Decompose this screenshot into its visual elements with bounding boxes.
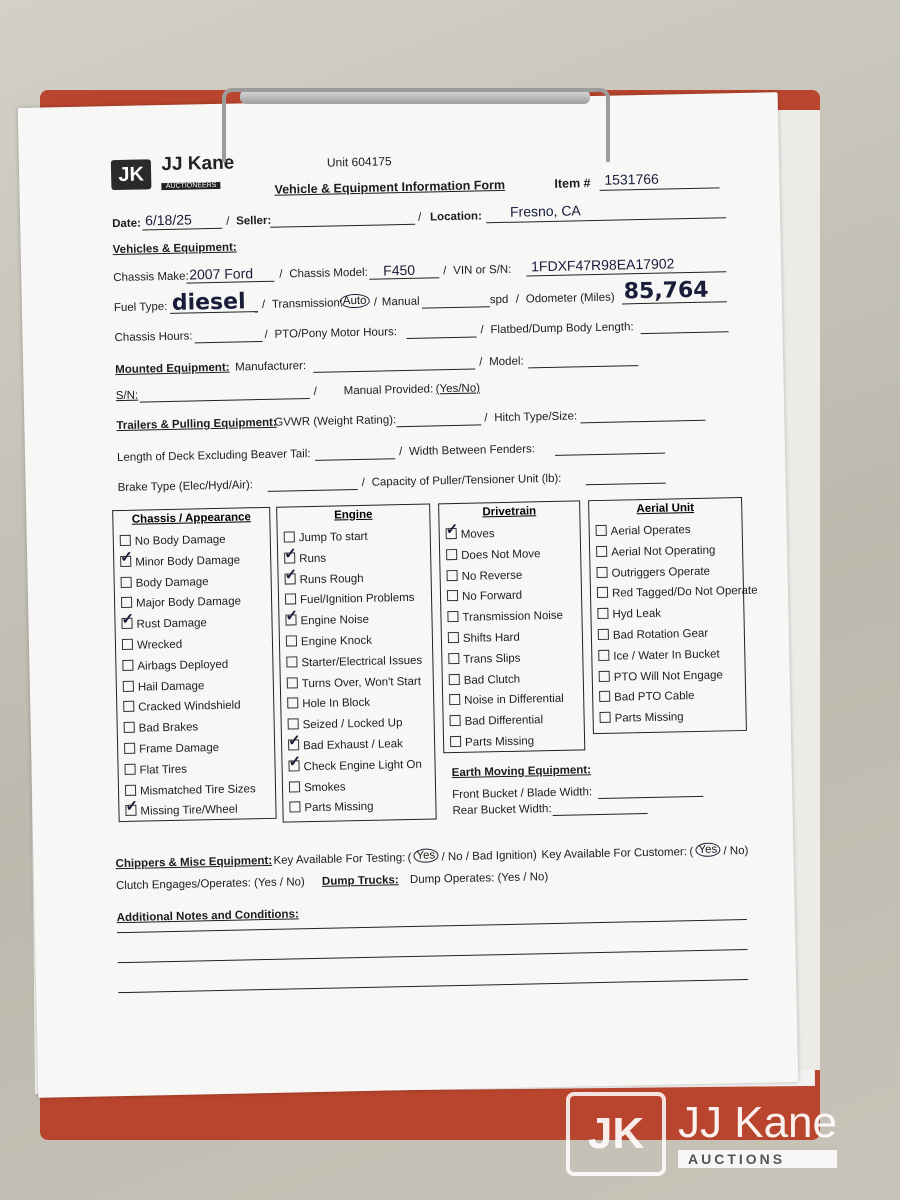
aerial-item-8[interactable] [599, 689, 695, 704]
jk-logo-icon: JK [111, 159, 152, 190]
chassis-item-label: Missing Tire/Wheel [140, 804, 238, 819]
key-customer-label: Key Available For Customer: [541, 846, 688, 862]
chassis-item-12[interactable] [125, 782, 256, 798]
checkbox-icon[interactable] [121, 618, 132, 629]
sn-label: S/N: [115, 389, 139, 403]
engine-item-label: Runs [299, 552, 327, 566]
checkbox-icon[interactable] [124, 722, 135, 733]
engine-item-6[interactable] [286, 654, 422, 670]
aerial-item-label: PTO Will Not Engage [613, 669, 723, 684]
engine-item-label: Hole In Block [302, 697, 371, 711]
engine-item-label: Turns Over, Won't Start [301, 675, 422, 690]
engine-item-label: Seized / Locked Up [302, 717, 403, 732]
location-value: Fresno, CA [509, 202, 581, 220]
engine-item-label: Smokes [303, 780, 346, 794]
checkbox-icon[interactable] [285, 573, 296, 584]
drivetrain-item-label: Moves [460, 528, 495, 541]
puller-capacity-label: Capacity of Puller/Tensioner Unit (lb): [371, 472, 562, 489]
engine-item-label: Starter/Electrical Issues [301, 654, 423, 670]
drivetrain-item-3[interactable] [447, 589, 522, 604]
aerial-box-title: Aerial Unit [636, 501, 695, 516]
checkbox-icon[interactable] [124, 764, 135, 775]
chassis-item-label: Body Damage [135, 575, 209, 590]
checkbox-icon[interactable] [122, 639, 133, 650]
chassis-item-0[interactable] [120, 533, 226, 548]
trailers-heading: Trailers & Pulling Equipment: [116, 416, 277, 433]
engine-item-8[interactable] [287, 696, 370, 711]
checkbox-icon[interactable] [450, 715, 461, 726]
manual-provided-label: Manual Provided: [343, 383, 434, 398]
checkbox-icon[interactable] [288, 719, 299, 730]
notes-heading: Additional Notes and Conditions: [116, 908, 299, 925]
drivetrain-item-1[interactable] [446, 547, 541, 562]
fuel-type-label: Fuel Type: [113, 300, 168, 315]
chassis-item-label: Airbags Deployed [137, 658, 229, 673]
date-value: 6/18/25 [144, 211, 192, 229]
engine-item-label: Engine Noise [300, 614, 370, 628]
seller-label: Seller: [236, 214, 272, 228]
gvwr-label: GVWR (Weight Rating): [274, 414, 397, 429]
manufacturer-label: Manufacturer: [235, 360, 307, 374]
aerial-item-label: Ice / Water In Bucket [613, 648, 720, 663]
logo-tagline: AUCTIONEERS [162, 182, 221, 190]
checkbox-icon[interactable] [287, 677, 298, 688]
fuel-type-value: diesel [171, 289, 246, 316]
checkbox-icon[interactable] [450, 736, 461, 747]
vin-label: VIN or S/N: [453, 263, 512, 277]
transmission-label: Transmission: [271, 297, 344, 311]
aerial-item-label: Outriggers Operate [611, 565, 711, 580]
engine-item-label: Jump To start [298, 530, 368, 545]
aerial-item-label: Bad PTO Cable [614, 690, 695, 705]
date-label: Date: [112, 217, 142, 231]
watermark-sub: AUCTIONS [678, 1150, 837, 1168]
chassis-appearance-box [112, 507, 276, 822]
watermark-logo-icon: JK [566, 1092, 666, 1176]
engine-item-3[interactable] [285, 591, 415, 607]
item-label: Item # [554, 176, 591, 191]
front-bucket-label: Front Bucket / Blade Width: [452, 786, 593, 802]
clipboard-clip [222, 88, 610, 162]
checkbox-icon[interactable] [599, 691, 610, 702]
key-testing-rest: / No / Bad Ignition) [441, 849, 537, 864]
manual-label: Manual [381, 295, 420, 309]
dump-trucks-heading: Dump Trucks: [321, 874, 399, 888]
checkbox-icon[interactable] [598, 629, 609, 640]
aerial-item-4[interactable] [597, 607, 661, 621]
transmission-auto-circled: Auto [340, 294, 370, 309]
chassis-item-8[interactable] [123, 699, 241, 714]
checkbox-icon[interactable] [288, 760, 299, 771]
checkbox-icon[interactable] [599, 712, 610, 723]
aerial-item-label: Parts Missing [614, 711, 684, 725]
pto-hours-label: PTO/Pony Motor Hours: [274, 326, 398, 341]
checkbox-icon[interactable] [287, 698, 298, 709]
unit-number: Unit 604175 [326, 154, 392, 170]
checkbox-icon[interactable] [448, 632, 459, 643]
chassis-model-value: F450 [383, 261, 416, 279]
checkbox-icon[interactable] [448, 653, 459, 664]
chassis-item-13[interactable] [125, 803, 237, 818]
drivetrain-item-7[interactable] [449, 672, 521, 686]
checkbox-icon[interactable] [446, 549, 457, 560]
aerial-item-9[interactable] [599, 710, 683, 725]
fender-width-label: Width Between Fenders: [408, 443, 536, 458]
chassis-item-label: Mismatched Tire Sizes [139, 782, 256, 798]
checkbox-icon[interactable] [289, 781, 300, 792]
earth-moving-heading: Earth Moving Equipment: [451, 764, 592, 780]
chassis-item-label: Cracked Windshield [138, 699, 241, 715]
drivetrain-item-4[interactable] [447, 609, 563, 624]
checkbox-icon[interactable] [597, 608, 608, 619]
checkbox-icon[interactable] [284, 531, 295, 542]
flatbed-length-label: Flatbed/Dump Body Length: [490, 321, 634, 337]
drivetrain-item-8[interactable] [449, 692, 564, 707]
engine-box-title: Engine [334, 508, 373, 522]
manual-provided-options: (Yes/No) [435, 382, 481, 396]
engine-item-label: Check Engine Light On [303, 758, 422, 774]
checkbox-icon[interactable] [123, 680, 134, 691]
engine-item-0[interactable] [284, 530, 368, 545]
engine-item-7[interactable] [287, 674, 421, 690]
aerial-item-2[interactable] [596, 564, 710, 579]
chassis-item-label: Frame Damage [139, 741, 220, 756]
drivetrain-item-6[interactable] [448, 651, 520, 666]
aerial-item-label: Hyd Leak [612, 607, 662, 621]
jj-kane-logo [111, 154, 235, 195]
chassis-item-2[interactable] [121, 575, 209, 590]
chassis-item-1[interactable] [120, 553, 240, 569]
chippers-heading: Chippers & Misc Equipment: [115, 854, 273, 871]
aerial-item-1[interactable] [596, 543, 715, 558]
rear-bucket-label: Rear Bucket Width: [452, 803, 552, 818]
information-form-sheet: JK JJ Kane AUCTIONEERS Unit 604175 Vehicle & Equipment Information Form Item # 1531766 Date: 6/18/25 / Seller: / Location: Fresno, CA Vehicles & Equipment: Chassis Make: 2007 Ford / Chassis Model: F450 / VIN or S/N: 1FDXF47R98EA17902 Fuel Type: diesel / Transmission: Auto / Manual spd / Odometer (Miles) 85,764 Chassis Hours: / PTO/Pony Motor Hours: / Flatbed/Dump Body Length: Mounted Equipment: Manufacturer: / Model: S/N: / Manual Provided: (Yes/No) Trailers & Pulling Equipment: GVWR (Weight Rating): / Hitch Type/Size: Length of Deck Excluding Beaver Tail: / Width Between Fenders: Brake Type (Elec/Hyd/Air): / Capacity of Puller/Tensioner Unit (lb): Chassis / Appearance No Body Damage ✓Minor Body Damage Body Damage Major Body Damage ✓Rust Damage Wrecked Airbags Deployed Hail Damage Cracked Windshield Bad Brakes Frame Damage Flat Tires Mismatched Tire Sizes ✓Missing Tire/Wheel Engine Jump To start ✓Runs ✓Runs Rough Fuel/Ignition Problems ✓Engine Noise Engine Knock Starter/Electrical Issues Turns Over, Won't Start Hole In Block Seized / Locked Up ✓Bad Exhaust / Leak ✓Check Engine Light On Smokes Parts Missing Drivetrain ✓Moves Does Not Move No Reverse No Forward Transmission Noise Shifts Hard Trans Slips Bad Clutch Noise in Differential Bad Differential Parts Missing Aerial Unit Aerial Operates Aerial Not Operating Outriggers Operate Red Tagged/Do Not Operate Hyd Leak Bad Rotation Gear Ice / Water In Bucket PTO Will Not Engage Bad PTO Cable Parts Missing Earth Moving Equipment: Front Bucket / Blade Width: Rear Bucket Width: Chippers & Misc Equipment: Key Available For Testing: ( Yes / No / Bad Ignition) Key Available For Customer: ( Yes / No) Clutch Engages/Operates: (Yes / No) Dump Trucks: Dump Operates: (Yes / No) Additional Notes and Conditions: [18, 92, 799, 1098]
engine-item-9[interactable] [288, 716, 403, 731]
checkbox-icon[interactable] [125, 784, 136, 795]
checkbox-icon[interactable] [122, 660, 133, 671]
key-testing-yes-circled: Yes [413, 848, 438, 863]
drivetrain-item-label: No Forward [461, 590, 523, 604]
chassis-item-10[interactable] [124, 741, 219, 756]
engine-item-13[interactable] [289, 800, 373, 815]
checkbox-icon[interactable] [597, 587, 608, 598]
aerial-item-label: Aerial Operates [610, 524, 691, 538]
checkbox-icon[interactable] [125, 805, 136, 816]
checkbox-icon[interactable] [596, 566, 607, 577]
key-testing-label: Key Available For Testing: [273, 852, 406, 867]
deck-length-label: Length of Deck Excluding Beaver Tail: [116, 448, 311, 465]
hitch-label: Hitch Type/Size: [494, 410, 578, 425]
engine-box [276, 504, 437, 823]
engine-item-10[interactable] [288, 737, 403, 752]
form-title: Vehicle & Equipment Information Form [274, 177, 506, 197]
vehicles-heading: Vehicles & Equipment: [112, 241, 237, 257]
watermark-name: JJ Kane [678, 1098, 837, 1147]
chassis-item-label: Wrecked [136, 638, 183, 652]
engine-item-label: Fuel/Ignition Problems [299, 592, 415, 607]
chassis-item-label: Minor Body Damage [135, 554, 241, 569]
mounted-heading: Mounted Equipment: [115, 361, 230, 377]
checkbox-icon[interactable] [596, 546, 607, 557]
engine-item-label: Parts Missing [304, 801, 374, 815]
chassis-item-label: No Body Damage [134, 533, 226, 548]
checkbox-icon[interactable] [446, 528, 457, 539]
checkbox-icon[interactable] [121, 576, 132, 587]
engine-item-1[interactable] [284, 552, 326, 566]
drivetrain-item-5[interactable] [448, 631, 520, 646]
chassis-item-5[interactable] [122, 638, 182, 652]
drivetrain-item-label: Trans Slips [463, 652, 521, 666]
drivetrain-item-label: Parts Missing [464, 735, 535, 749]
checkbox-icon[interactable] [446, 570, 457, 581]
vin-value: 1FDXF47R98EA17902 [530, 255, 675, 275]
chassis-model-label: Chassis Model: [289, 266, 368, 281]
chassis-item-label: Rust Damage [136, 617, 207, 631]
brake-type-label: Brake Type (Elec/Hyd/Air): [117, 479, 254, 495]
checkbox-icon[interactable] [288, 739, 299, 750]
jj-kane-watermark [566, 1092, 837, 1176]
drivetrain-item-label: Transmission Noise [462, 609, 564, 625]
chassis-item-7[interactable] [123, 679, 205, 694]
aerial-item-0[interactable] [596, 523, 691, 538]
engine-item-11[interactable] [288, 758, 422, 774]
checkbox-icon[interactable] [285, 615, 296, 626]
aerial-item-label: Red Tagged/Do Not Operate [611, 585, 758, 601]
checkbox-icon[interactable] [449, 674, 460, 685]
checkbox-icon[interactable] [120, 535, 131, 546]
checkbox-icon[interactable] [447, 611, 458, 622]
drivetrain-box-title: Drivetrain [482, 505, 537, 519]
chassis-item-3[interactable] [121, 595, 241, 611]
engine-item-5[interactable] [286, 634, 372, 649]
spd-label: spd [489, 293, 509, 307]
logo-name: JJ Kane [161, 152, 235, 176]
checkbox-icon[interactable] [121, 597, 132, 608]
location-label: Location: [429, 210, 482, 224]
drivetrain-item-9[interactable] [450, 713, 544, 728]
aerial-unit-box [588, 497, 758, 734]
chassis-hours-label: Chassis Hours: [114, 330, 193, 345]
odometer-label: Odometer (Miles) [525, 291, 615, 306]
checkbox-icon[interactable] [286, 635, 297, 646]
checkbox-icon[interactable] [289, 802, 300, 813]
key-customer-yes-circled: Yes [695, 843, 720, 858]
drivetrain-item-label: Does Not Move [461, 548, 541, 562]
chassis-box-title: Chassis / Appearance [131, 511, 252, 526]
engine-item-label: Engine Knock [300, 634, 373, 649]
clutch-label: Clutch Engages/Operates: (Yes / No) [115, 876, 305, 893]
chassis-make-value: 2007 Ford [189, 265, 254, 283]
checkbox-icon[interactable] [124, 743, 135, 754]
model-label: Model: [489, 355, 524, 369]
checkbox-icon[interactable] [120, 556, 131, 567]
chassis-item-11[interactable] [124, 762, 187, 776]
chassis-item-label: Hail Damage [137, 679, 205, 694]
drivetrain-item-label: Bad Clutch [463, 673, 521, 687]
checkbox-icon[interactable] [598, 650, 609, 661]
checkbox-icon[interactable] [599, 670, 610, 681]
drivetrain-item-label: Shifts Hard [462, 631, 520, 645]
engine-item-label: Runs Rough [299, 572, 364, 586]
checkbox-icon[interactable] [286, 656, 297, 667]
chassis-item-label: Major Body Damage [136, 595, 242, 611]
aerial-item-3[interactable] [597, 584, 758, 600]
item-number: 1531766 [604, 170, 660, 188]
engine-item-label: Bad Exhaust / Leak [303, 738, 403, 753]
aerial-item-6[interactable] [598, 647, 720, 663]
key-customer-rest: / No) [723, 844, 749, 858]
checkbox-icon[interactable] [284, 552, 295, 563]
chassis-item-9[interactable] [124, 721, 199, 736]
checkbox-icon[interactable] [449, 694, 460, 705]
checkbox-icon[interactable] [447, 590, 458, 601]
checkbox-icon[interactable] [596, 525, 607, 536]
engine-item-4[interactable] [285, 613, 369, 628]
drivetrain-item-label: No Reverse [461, 569, 523, 583]
drivetrain-item-2[interactable] [446, 568, 522, 583]
odometer-value: 85,764 [623, 277, 709, 305]
chassis-item-6[interactable] [122, 658, 228, 673]
chassis-make-label: Chassis Make: [113, 270, 189, 285]
dump-operates-label: Dump Operates: (Yes / No) [409, 871, 549, 887]
drivetrain-item-label: Noise in Differential [464, 693, 564, 708]
drivetrain-item-10[interactable] [450, 734, 534, 749]
drivetrain-item-label: Bad Differential [464, 714, 544, 729]
checkbox-icon[interactable] [285, 594, 296, 605]
aerial-item-7[interactable] [599, 668, 723, 684]
engine-item-12[interactable] [289, 780, 346, 794]
aerial-item-label: Bad Rotation Gear [612, 627, 709, 642]
drivetrain-item-0[interactable] [446, 527, 495, 541]
chassis-item-4[interactable] [121, 616, 207, 631]
aerial-item-5[interactable] [598, 627, 709, 642]
checkbox-icon[interactable] [123, 701, 134, 712]
aerial-item-label: Aerial Not Operating [611, 544, 716, 559]
chassis-item-label: Flat Tires [139, 763, 188, 777]
engine-item-2[interactable] [285, 572, 364, 587]
drivetrain-box [438, 500, 585, 753]
chassis-item-label: Bad Brakes [138, 721, 199, 735]
